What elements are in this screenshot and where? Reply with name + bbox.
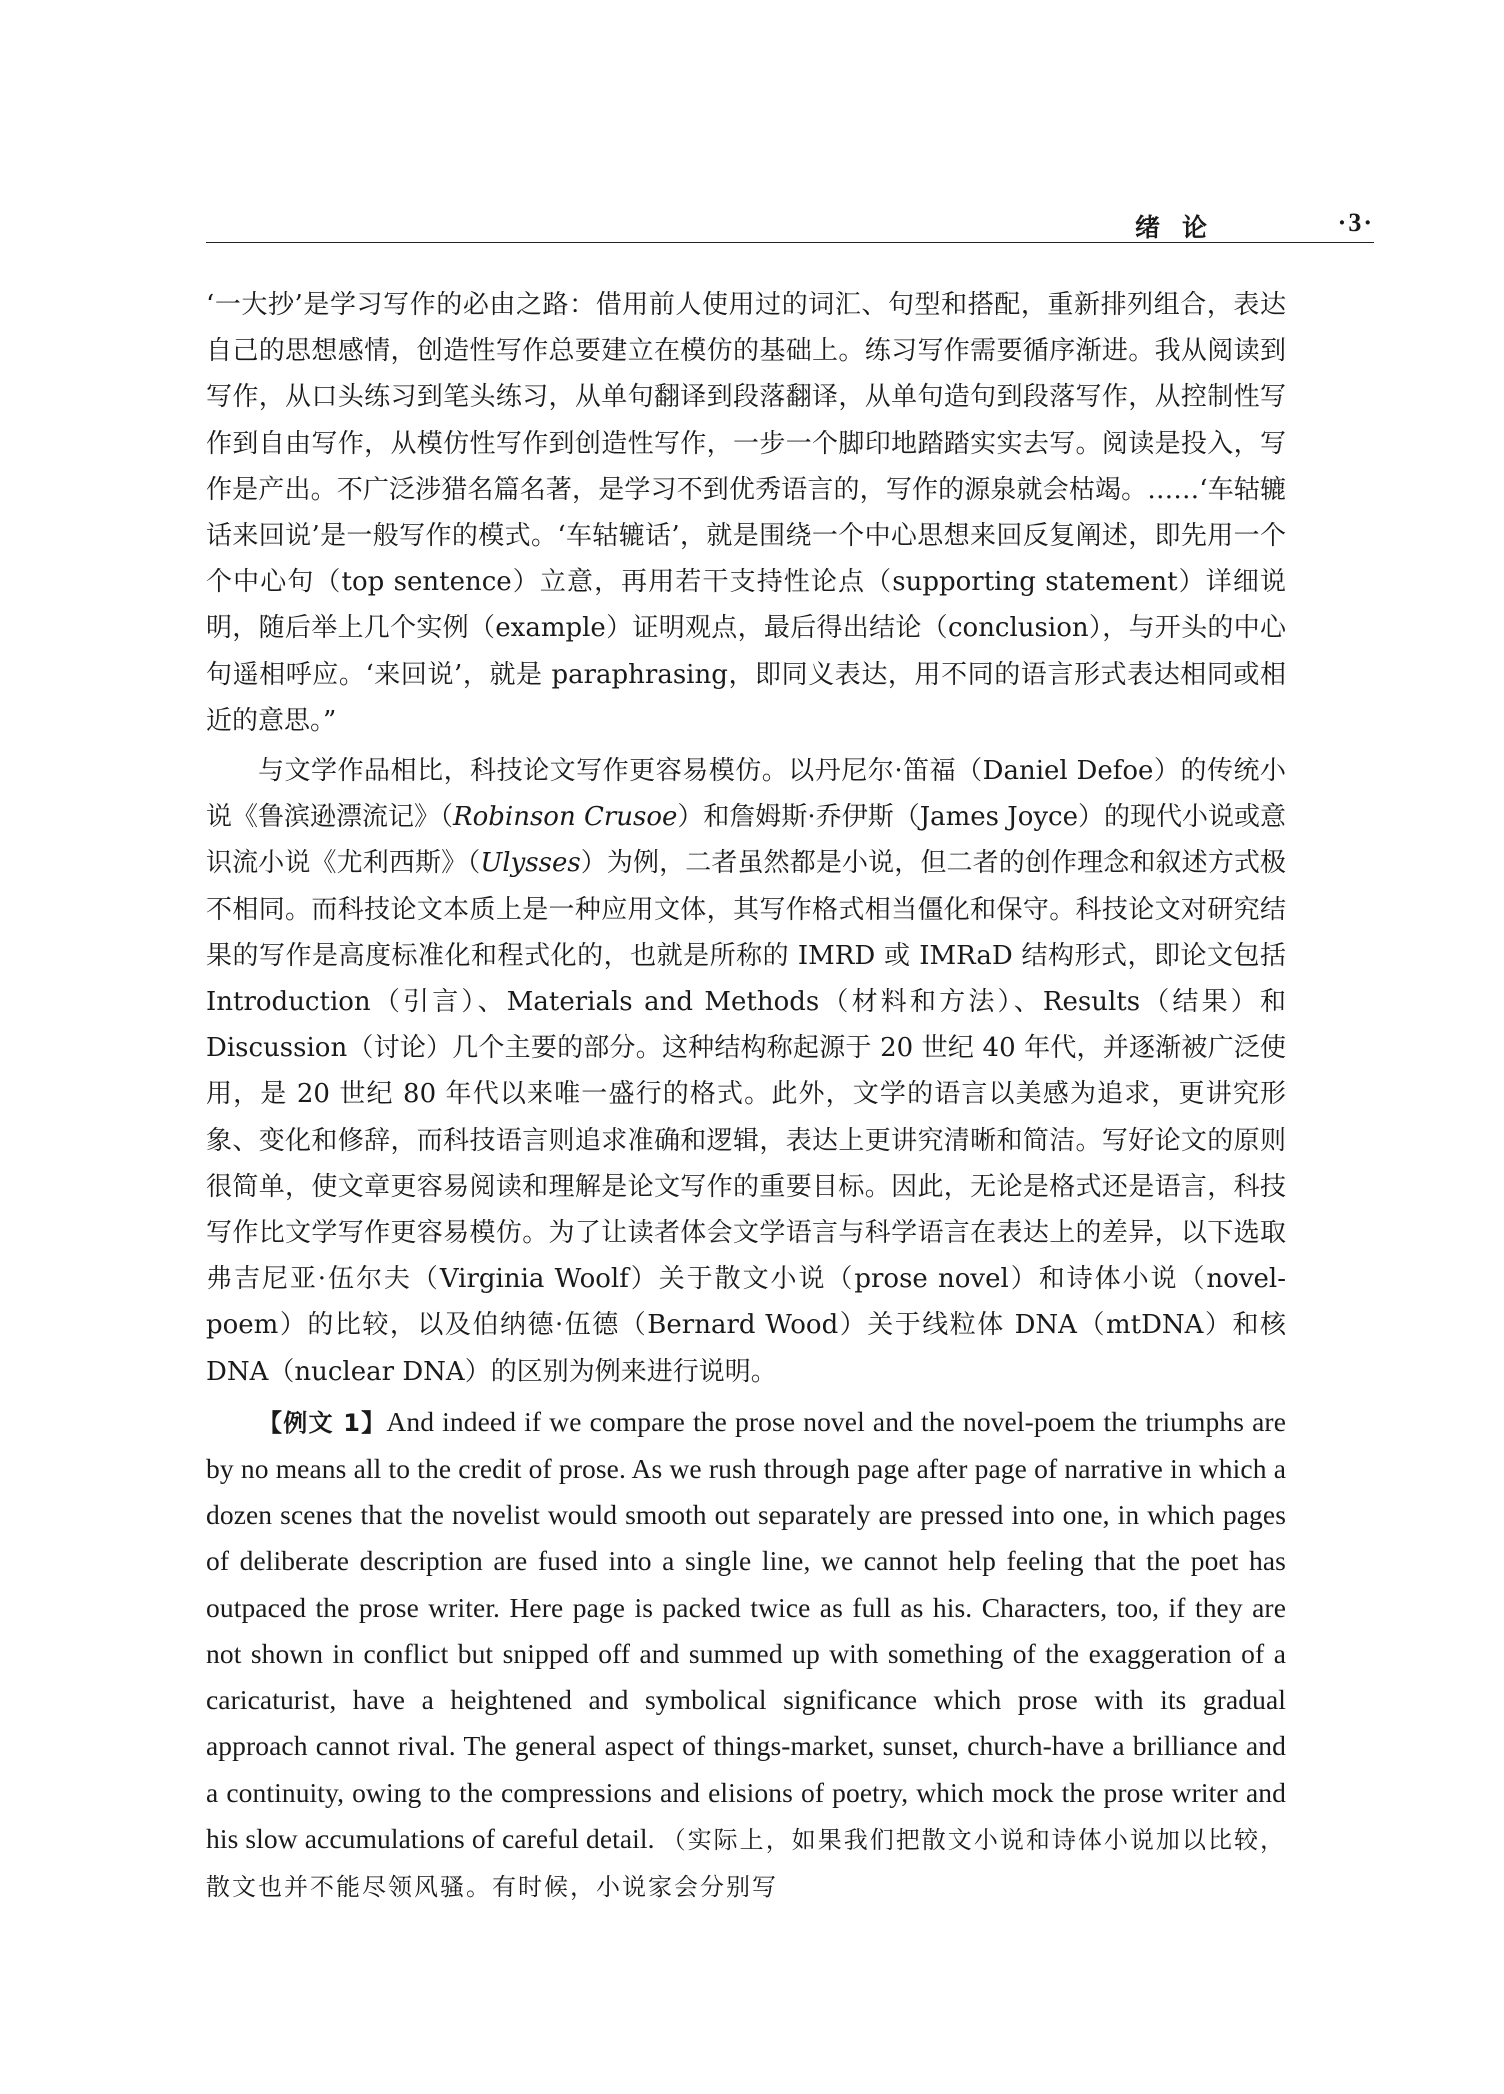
page-header	[206, 208, 1374, 242]
running-head-title: 绪论	[1134, 213, 1229, 242]
book-title-italic: Robinson Crusoe	[453, 802, 678, 833]
book-title-italic: Ulysses	[480, 848, 581, 879]
example-paragraph	[206, 1399, 1286, 1910]
example-label: 【例文 1】	[258, 1408, 387, 1437]
paragraph-text: 与文学作品相比，科技论文写作更容易模仿。以丹尼尔·笛福（Daniel Defoe）的传统小说《鲁滨逊漂流记》（	[206, 756, 1286, 833]
paragraph-text: ）和詹姆斯·乔伊斯（James Joyce）的现代小说或意识流小说《尤利西斯》（	[206, 802, 1286, 879]
quote-continuation-paragraph: ‘一大抄’是学习写作的必由之路：借用前人使用过的词汇、句型和搭配，重新排列组合，表达自己的思想感情，创造性写作总要建立在模仿的基础上。练习写作需要循序渐进。我从阅读到写作，从口头练习到笔头练习，从单句翻译到段落翻译，从单句造句到段落写作，从控制性写作到自由写作，从模仿性写作到创造性写作，一步一个脚印地踏踏实实去写。阅读是投入，写作是产出。不广泛涉猎名篇名著，是学习不到优秀语言的，写作的源泉就会枯竭。……‘车轱辘话来回说’是一般写作的模式。‘车轱辘话’，就是围绕一个中心思想来回反复阐述，即先用一个个中心句（top sentence）立意，再用若干支持性论点（supporting statement）详细说明，随后举上几个实例（example）证明观点，最后得出结论（conclusion），与开头的中心句遥相呼应。‘来回说’，就是 paraphrasing，即同义表达，用不同的语言形式表达相同或相近的意思。”	[206, 290, 1287, 736]
example-translation-text: （实际上，如果我们把散文小说和诗体小说加以比较，散文也并不能尽领风骚。有时候，小说家会分别写	[206, 1825, 1286, 1901]
comparison-paragraph	[206, 748, 1286, 1395]
example-block	[206, 1399, 1286, 1910]
paragraph-text: ）为例，二者虽然都是小说，但二者的创作理念和叙述方式极不相同。而科技论文本质上是一种应用文体，其写作格式相当僵化和保守。科技论文对研究结果的写作是高度标准化和程式化的，也就是所称的 IMRD 或 IMRaD 结构形式，即论文包括 Introduction（引言）、Materials and Methods（材料和方法）、Results（结果）和 Discussion（讨论）几个主要的部分。这种结构称起源于 20 世纪 40 年代，并逐渐被广泛使用，是 20 世纪 80 年代以来唯一盛行的格式。此外，文学的语言以美感为追求，更讲究形象、变化和修辞，而科技语言则追求准确和逻辑，表达上更讲究清晰和简洁。写好论文的原则很简单，使文章更容易阅读和理解是论文写作的重要目标。因此，无论是格式还是语言，科技写作比文学写作更容易模仿。为了让读者体会文学语言与科学语言在表达上的差异，以下选取弗吉尼亚·伍尔夫（Virginia Woolf）关于散文小说（prose novel）和诗体小说（novel-poem）的比较，以及伯纳德·伍德（Bernard Wood）关于线粒体 DNA（mtDNA）和核 DNA（nuclear DNA）的区别为例来进行说明。	[206, 848, 1286, 1387]
page-number: ·3·	[1337, 208, 1374, 237]
header-rule	[206, 242, 1374, 243]
example-english-text: And indeed if we compare the prose novel and the novel-poem the triumphs are by no means all to the credit of prose. As we rush through page after page of narrative in which a dozen scenes that the novelist would smooth out separately are pressed into one, in which pages of deliberate description are fused into a single line, we cannot help feeling that the poet has outpaced the prose writer. Here page is packed twice as full as his. Characters, too, if they are not shown in conflict but snipped off and summed up with something of the exaggeration of a caricaturist, have a heightened and symbolical significance which prose with its gradual approach cannot rival. The general aspect of things-market, sunset, church-have a brilliance and a continuity, owing to the compressions and elisions of poetry, which mock the prose writer and his slow accumulations of careful detail.	[206, 1405, 1286, 1854]
body-text	[206, 282, 1286, 1914]
